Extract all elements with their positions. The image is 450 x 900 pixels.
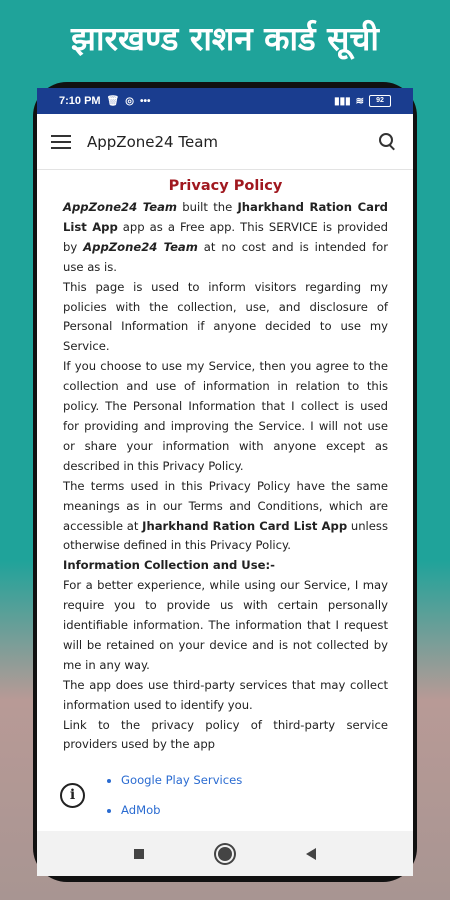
policy-paragraph-consent: If you choose to use my Service, then you agree to the collection and use of information in relation to this policy. The Personal Information that I collect is used for providing and improving the Service. I will not use or share your information with anyone except as described in this Privacy Policy. [63, 359, 388, 473]
status-time: 7:10 PM [59, 95, 101, 107]
system-nav-bar [37, 831, 413, 876]
policy-paragraph-purpose: This page is used to inform visitors regarding my policies with the collection, use, and disclosure of Personal Information if anyone decided to use my Service. [63, 279, 388, 354]
app-bar [37, 114, 413, 170]
home-icon[interactable] [218, 847, 232, 861]
heading-text: Information Collection and Use:- [63, 558, 275, 573]
banner-title: झारखण्ड राशन कार्ड सूची [71, 19, 379, 58]
list-item [121, 795, 388, 825]
recent-apps-icon[interactable] [134, 849, 144, 859]
text: app as a Free app. This SERVICE is provided by [63, 219, 388, 254]
policy-paragraph-terms [63, 477, 388, 557]
link-google-play-services[interactable]: Google Play Services [121, 773, 243, 788]
list-item [121, 765, 388, 795]
text: The terms used in this Privacy Policy have the same meanings as in our Terms and Conditions, which are accessible at [63, 478, 388, 533]
policy-paragraph-collection: For a better experience, while using our Service, I may require you to provide us with certain personally identifiable information. The information that I request will be retained on your device and is not collected by me in any way. [63, 578, 388, 672]
status-bar [37, 88, 413, 114]
app-name: Jharkhand Ration Card List App [142, 518, 348, 533]
policy-content[interactable] [37, 171, 413, 831]
signal-icon: ▮▮▮ [334, 95, 351, 107]
search-icon[interactable] [377, 131, 399, 153]
more-notifications-icon: ••• [140, 95, 151, 107]
trash-icon: 🗑 [106, 95, 120, 107]
policy-paragraph-third-party: The app does use third-party services that may collect information used to identify you. [63, 677, 388, 712]
team-name: AppZone24 Team [63, 200, 177, 214]
page-title: Privacy Policy [168, 178, 283, 194]
back-icon[interactable] [306, 848, 316, 860]
policy-paragraph-intro [63, 198, 388, 278]
app-title: AppZone24 Team [87, 132, 218, 151]
phone-screen [37, 88, 413, 876]
wifi-icon: ≋ [355, 95, 364, 107]
whatsapp-icon: ◎ [125, 95, 135, 107]
section-heading-info-collection [63, 556, 388, 576]
app-name: Jharkhand Ration Card List App [63, 200, 388, 234]
hamburger-menu-icon[interactable] [51, 135, 71, 149]
team-name: AppZone24 Team [83, 239, 198, 254]
text: built the [176, 200, 238, 214]
info-icon[interactable]: i [60, 783, 85, 808]
text: at no cost and is intended for use as is. [63, 239, 389, 274]
policy-paragraph-links-intro: Link to the privacy policy of third-party service providers used by the app [63, 717, 388, 752]
link-admob[interactable]: AdMob [121, 803, 161, 818]
text: unless otherwise defined in this Privacy Policy. [63, 518, 388, 553]
battery-icon: 92 [369, 95, 391, 107]
